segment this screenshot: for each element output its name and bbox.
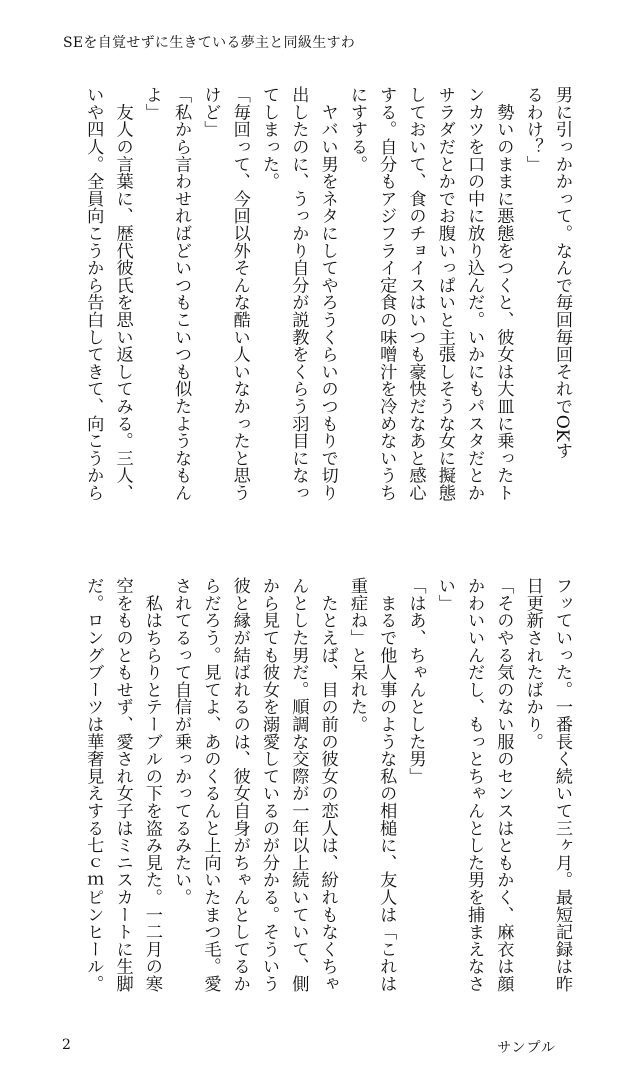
running-header: SEを自覚せずに生きている夢主と同級生すわ — [63, 35, 356, 51]
sample-label: サンプル — [497, 1040, 556, 1056]
text-column: フッていった。一番長く続いて三ヶ月。最短記録は昨 — [552, 577, 572, 993]
text-column: する。自分もアジフライ定食の味噌汁を冷めないうち — [376, 86, 397, 502]
text-column: にすする。 — [346, 86, 367, 173]
text-column: んとした男だ。順調な交際が一年以上続いていて、側 — [288, 577, 309, 993]
text-column: けど」 — [200, 86, 221, 138]
text-column: しておいて、食のチョイスはいつも豪快だなあと感心 — [405, 86, 426, 502]
text-column: 空をものともせず、愛され女子はミニスカートに生脚 — [112, 577, 133, 993]
text-column: まるで他人事のような私の相槌に、友人は「これは — [376, 577, 397, 993]
text-column: だ。ロングブーツは華奢見えする七ｃｍピンヒール。 — [83, 577, 104, 993]
text-column: 出したのに、うっかり自分が説教をくらう羽目になっ — [288, 86, 309, 502]
text-column: 日更新されたばかり。 — [522, 577, 543, 750]
text-column: 「はあ、ちゃんとした男」 — [405, 577, 426, 785]
text-column: 彼と縁が結ばれるのは、彼女自身がちゃんとしてるか — [229, 577, 250, 993]
text-column: 重症ね」と呆れた。 — [346, 577, 367, 733]
text-column: らだろう。見てよ、あのくるんと上向いたまつ毛。愛 — [200, 577, 221, 993]
text-column: 「毎回って、今回以外そんな酷い人いなかったと思う — [229, 86, 250, 502]
text-block-bottom — [56, 577, 576, 1013]
text-column: てしまった。 — [259, 86, 280, 190]
text-column: いや四人。全員向こうから告白してきて、向こうから — [83, 86, 104, 502]
text-column: かわいいんだし、もっとちゃんとした男を捕まえなさ — [464, 577, 485, 993]
text-column: 「そのやる気のない服のセンスはともかく、麻衣は顔 — [493, 577, 514, 993]
text-column: サラダだとかでお腹いっぱいと主張しそうな女に擬態 — [434, 86, 455, 502]
text-column: ヤバい男をネタにしてやろうくらいのつもりで切り — [317, 86, 338, 502]
text-column: たとえば、目の前の彼女の恋人は、紛れもなくちゃ — [317, 577, 338, 993]
text-column: 「私から言わせればどいつもこいつも似たようなもん — [171, 86, 192, 502]
text-column: 勢いのままに悪態をつくと、彼女は大皿に乗ったト — [493, 86, 514, 502]
text-column: よ」 — [141, 86, 162, 121]
text-column: 友人の言葉に、歴代彼氏を思い返してみる。三人、 — [112, 86, 133, 502]
text-column: 男に引っかかって。なんで毎回毎回それでOKす — [552, 86, 572, 460]
text-column: るわけ？」 — [522, 86, 543, 173]
text-column: 私はちらりとテーブルの下を盗み見た。一二月の寒 — [141, 577, 162, 993]
text-column: ンカツを口の中に放り込んだ。いかにもパスタだとか — [464, 86, 485, 502]
page-number: 2 — [62, 1037, 71, 1053]
text-column: い」 — [434, 577, 455, 612]
text-column: から見ても彼女を溺愛しているのが分かる。そういう — [259, 577, 280, 993]
text-block-top — [56, 86, 576, 522]
text-column: されてるって自信が乗っかってるみたい。 — [171, 577, 192, 906]
